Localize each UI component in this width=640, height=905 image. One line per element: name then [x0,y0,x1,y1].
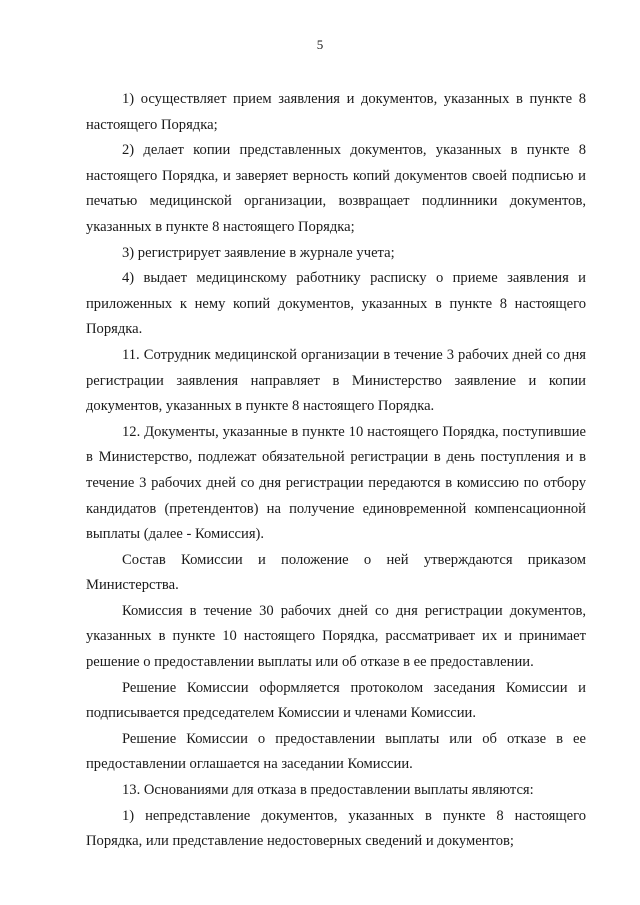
page-number: 5 [316,37,324,52]
paragraph-12: 12. Документы, указанные в пункте 10 настоящего Порядка, поступившие в Министерство, подлежат обязательной регистрации в день поступления и в течение 3 рабочих дней со дня регистрации передаются в комиссию по отбору кандидатов (претендентов) на получение единовременной компенсационной выплаты (далее - Комиссия). [86,423,586,543]
paragraph-10-item-4: 4) выдает медицинскому работнику расписку о приеме заявления и приложенных к нему копий документов, указанных в пункте 8 настоящего Порядка. [86,270,586,338]
paragraph-10-item-3: 3) регистрирует заявление в журнале учета; [122,244,395,261]
paragraph-13-item-1: 1) непредставление документов, указанных в пункте 8 настоящего Порядка, или представление недостоверных сведений и документов; [86,807,586,850]
document-body [86,87,586,855]
paragraph-10-item-1: 1) осуществляет прием заявления и документов, указанных в пункте 8 настоящего Порядка; [86,91,586,133]
paragraph-11: 11. Сотрудник медицинской организации в течение 3 рабочих дней со дня регистрации заявления направляет в Министерство заявление и копии документов, указанных в пункте 8 настоящего Порядка. [86,346,586,415]
paragraph-10-item-2: 2) делает копии представленных документов, указанных в пункте 8 настоящего Порядка, и заверяет верность копий документов своей подписью и печатью медицинской организации, возвращает подлинники документов, указанных в пункте 8 настоящего Порядка; [86,142,586,235]
paragraph-13: 13. Основаниями для отказа в предоставлении выплаты являются: [122,782,534,799]
paragraph-12-announce: Решение Комиссии о предоставлении выплаты или об отказе в ее предоставлении оглашается на заседании Комиссии. [86,730,586,773]
paragraph-12-protocol: Решение Комиссии оформляется протоколом заседания Комиссии и подписывается председателем Комиссии и членами Комиссии. [86,679,586,722]
paragraph-12-composition: Состав Комиссии и положение о ней утверждаются приказом Министерства. [86,551,586,594]
paragraph-12-review: Комиссия в течение 30 рабочих дней со дня регистрации документов, указанных в пункте 10 настоящего Порядка, рассматривает их и принимает решение о предоставлении выплаты или об отказе в ее предоставлении. [86,602,586,671]
